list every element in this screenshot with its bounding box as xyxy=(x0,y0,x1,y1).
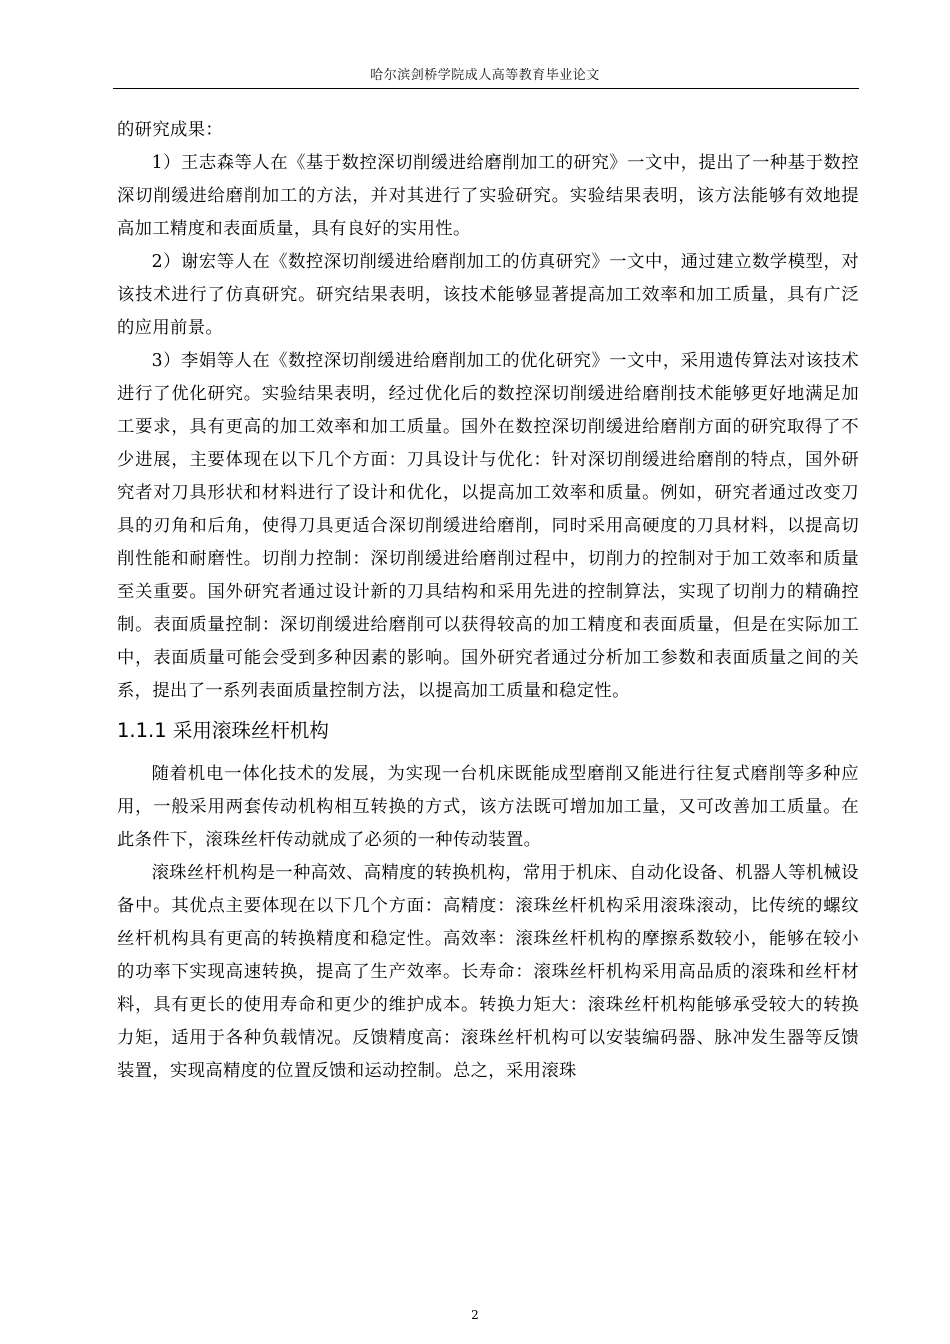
research-item-3: 3）李娟等人在《数控深切削缓进给磨削加工的优化研究》一文中，采用遗传算法对该技术进行了优化研究。实验结果表明，经过优化后的数控深切削缓进给磨削技术能够更好地满足加工要求，具有更高的加工效率和加工质量。国外在数控深切削缓进给磨削方面的研究取得了不少进展，主要体现在以下几个方面：刀具设计与优化：针对深切削缓进给磨削的特点，国外研究者对刀具形状和材料进行了设计和优化，以提高加工效率和质量。例如，研究者通过改变刀具的刃角和后角，使得刀具更适合深切削缓进给磨削，同时采用高硬度的刀具材料，以提高切削性能和耐磨性。切削力控制：深切削缓进给磨削过程中，切削力的控制对于加工效率和质量至关重要。国外研究者通过设计新的刀具结构和采用先进的控制算法，实现了切削力的精确控制。表面质量控制：深切削缓进给磨削可以获得较高的加工精度和表面质量，但是在实际加工中，表面质量可能会受到多种因素的影响。国外研究者通过分析加工参数和表面质量之间的关系，提出了一系列表面质量控制方法，以提高加工质量和稳定性。 xyxy=(117,351,859,701)
page-number: 2 xyxy=(471,1308,479,1322)
page-body xyxy=(117,114,859,1088)
section-paragraph-1: 随着机电一体化技术的发展，为实现一台机床既能成型磨削又能进行往复式磨削等多种应用，一般采用两套传动机构相互转换的方式，该方法既可增加加工量，又可改善加工质量。在此条件下，滚珠丝杆传动就成了必须的一种传动装置。 xyxy=(117,764,859,850)
section-heading: 1.1.1 采用滚珠丝杆机构 xyxy=(117,719,329,742)
header-divider xyxy=(113,88,859,89)
research-item-2: 2）谢宏等人在《数控深切削缓进给磨削加工的仿真研究》一文中，通过建立数学模型，对该技术进行了仿真研究。研究结果表明，该技术能够显著提高加工效率和加工质量，具有广泛的应用前景。 xyxy=(117,252,859,338)
section-paragraph-2: 滚珠丝杆机构是一种高效、高精度的转换机构，常用于机床、自动化设备、机器人等机械设备中。其优点主要体现在以下几个方面：高精度：滚珠丝杆机构采用滚珠滚动，比传统的螺纹丝杆机构具有更高的转换精度和稳定性。高效率：滚珠丝杆机构的摩擦系数较小，能够在较小的功率下实现高速转换，提高了生产效率。长寿命：滚珠丝杆机构采用高品质的滚珠和丝杆材料，具有更长的使用寿命和更少的维护成本。转换力矩大：滚珠丝杆机构能够承受较大的转换力矩，适用于各种负载情况。反馈精度高：滚珠丝杆机构可以安装编码器、脉冲发生器等反馈装置，实现高精度的位置反馈和运动控制。总之，采用滚珠 xyxy=(117,863,859,1081)
lead-paragraph: 的研究成果： xyxy=(117,120,224,140)
running-header: 哈尔滨剑桥学院成人高等教育毕业论文 xyxy=(370,68,600,83)
research-item-1: 1）王志森等人在《基于数控深切削缓进给磨削加工的研究》一文中，提出了一种基于数控深切削缓进给磨削加工的方法，并对其进行了实验研究。实验结果表明，该方法能够有效地提高加工精度和表面质量，具有良好的实用性。 xyxy=(117,153,859,239)
